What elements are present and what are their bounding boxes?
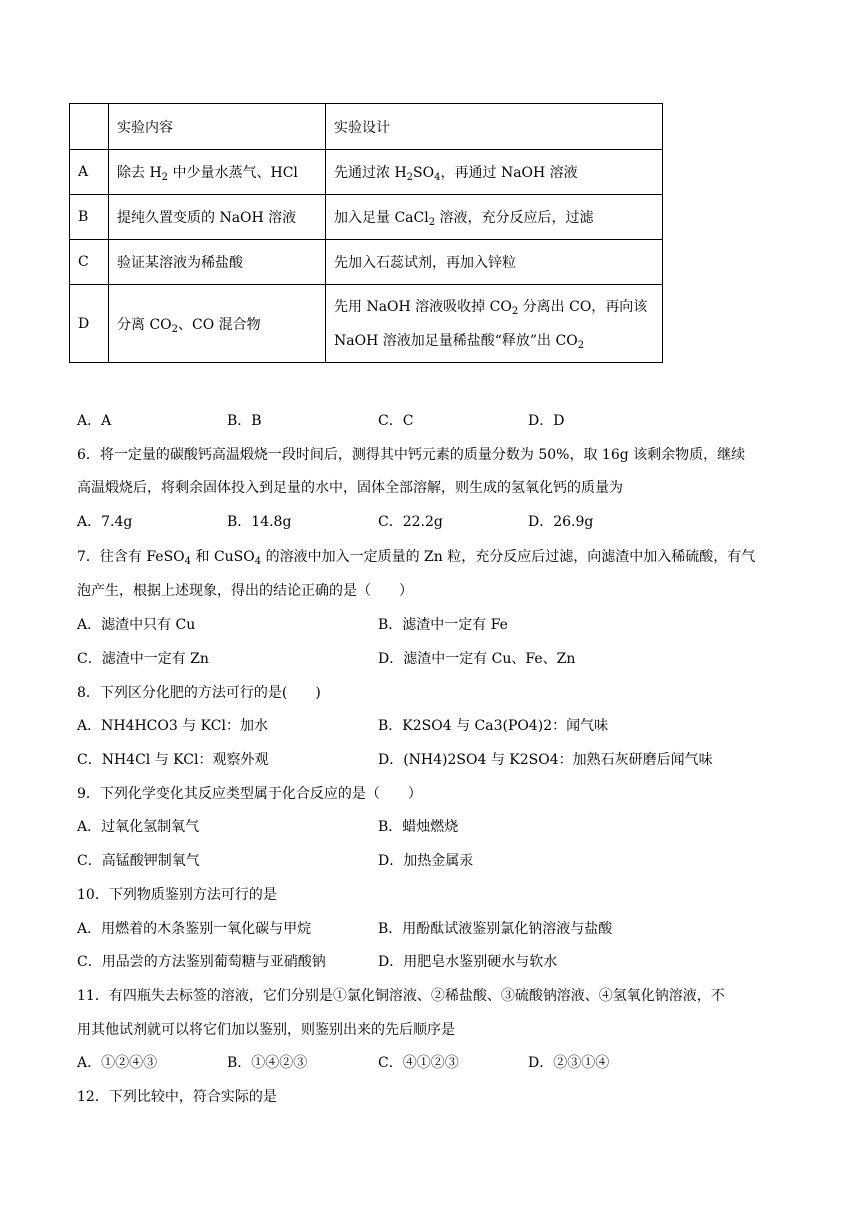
q5-option-d: D．D bbox=[528, 413, 565, 429]
q9-option-b: B．蜡烛燃烧 bbox=[378, 819, 459, 835]
table-row bbox=[70, 240, 663, 285]
q7-option-c: C．滤渣中一定有 Zn bbox=[77, 651, 209, 667]
q8-option-b: B．K2SO4 与 Ca3(PO4)2：闻气味 bbox=[378, 718, 609, 734]
table-row bbox=[70, 150, 663, 195]
q7-option-d: D．滤渣中一定有 Cu、Fe、Zn bbox=[378, 651, 576, 667]
q10-stem: 10．下列物质鉴别方法可行的是 bbox=[77, 887, 277, 903]
q7-option-b: B．滤渣中一定有 Fe bbox=[378, 617, 508, 633]
row-design: 加入足量 CaCl$_2$ 溶液，充分反应后，过滤 bbox=[326, 195, 663, 240]
q10-option-c: C．用品尝的方法鉴别葡萄糖与亚硝酸钠 bbox=[77, 954, 326, 970]
q7-stem-line1: 7．往含有 FeSO$_4$ 和 CuSO$_4$ 的溶液中加入一定质量的 Zn 粒，充分反应后过滤，向滤渣中加入稀硫酸，有气 bbox=[77, 549, 756, 567]
q11-option-b: B．①④②③ bbox=[227, 1055, 308, 1071]
q8-option-a: A．NH4HCO3 与 KCl：加水 bbox=[77, 718, 268, 734]
q5-option-a: A．A bbox=[77, 413, 112, 429]
row-label: D bbox=[70, 285, 109, 363]
q11-option-c: C．④①②③ bbox=[378, 1055, 459, 1071]
q11-stem-line1: 11．有四瓶失去标签的溶液，它们分别是①氯化铜溶液、②稀盐酸、③硫酸钠溶液、④氢氧化钠溶液，不 bbox=[77, 988, 725, 1004]
q6-option-c: C．22.2g bbox=[378, 514, 443, 530]
q7-stem-line2: 泡产生，根据上述现象，得出的结论正确的是（ ） bbox=[77, 583, 413, 599]
row-content: 验证某溶液为稀盐酸 bbox=[109, 240, 326, 285]
q11-stem-line2: 用其他试剂就可以将它们加以鉴别，则鉴别出来的先后顺序是 bbox=[77, 1022, 455, 1038]
table-header-cell bbox=[70, 104, 109, 150]
q5-option-c: C．C bbox=[378, 413, 414, 429]
table-header-cell: 实验内容 bbox=[109, 104, 326, 150]
row-design: 先用 NaOH 溶液吸收掉 $CO_2$ 分离出 CO，再向该 NaOH 溶液加足量稀盐酸“释放”出 $CO_2$ bbox=[326, 285, 663, 363]
q9-option-a: A．过氧化氢制氧气 bbox=[77, 819, 200, 835]
q7-option-a: A．滤渣中只有 Cu bbox=[77, 617, 196, 633]
row-content: 分离 $CO_2$、CO 混合物 bbox=[109, 285, 326, 363]
q6-stem-line2: 高温煅烧后，将剩余固体投入到足量的水中，固体全部溶解，则生成的氢氧化钙的质量为 bbox=[77, 480, 623, 496]
q10-option-d: D．用肥皂水鉴别硬水与软水 bbox=[378, 954, 558, 970]
q10-option-b: B．用酚酞试液鉴别氯化钠溶液与盐酸 bbox=[378, 921, 613, 937]
row-label: C bbox=[70, 240, 109, 285]
row-content: 除去 $H_2$ 中少量水蒸气、HCl bbox=[109, 150, 326, 195]
row-design: 先加入石蕊试剂，再加入锌粒 bbox=[326, 240, 663, 285]
table-row bbox=[70, 195, 663, 240]
q10-option-a: A．用燃着的木条鉴别一氧化碳与甲烷 bbox=[77, 921, 312, 937]
q9-option-c: C．高锰酸钾制氧气 bbox=[77, 853, 200, 869]
q6-option-d: D．26.9g bbox=[528, 514, 594, 530]
row-design: 先通过浓 $H_2SO_4$，再通过 NaOH 溶液 bbox=[326, 150, 663, 195]
q9-option-d: D．加热金属汞 bbox=[378, 853, 474, 869]
q12-stem: 12．下列比较中，符合实际的是 bbox=[77, 1089, 277, 1105]
q6-option-b: B．14.8g bbox=[227, 514, 292, 530]
q8-stem: 8．下列区分化肥的方法可行的是( ) bbox=[77, 685, 321, 701]
q6-option-a: A．7.4g bbox=[77, 514, 133, 530]
q5-option-b: B．B bbox=[227, 413, 262, 429]
table-row bbox=[70, 285, 663, 363]
q11-option-d: D．②③①④ bbox=[528, 1055, 610, 1071]
q9-stem: 9．下列化学变化其反应类型属于化合反应的是（ ） bbox=[77, 786, 422, 802]
experiment-table bbox=[69, 103, 663, 363]
table-header-cell: 实验设计 bbox=[326, 104, 663, 150]
q11-option-a: A．①②④③ bbox=[77, 1055, 158, 1071]
q8-option-c: C．NH4Cl 与 KCl：观察外观 bbox=[77, 752, 269, 768]
row-label: B bbox=[70, 195, 109, 240]
table-header-row bbox=[70, 104, 663, 150]
q8-option-d: D．(NH4)2SO4 与 K2SO4：加熟石灰研磨后闻气味 bbox=[378, 752, 713, 768]
row-content: 提纯久置变质的 NaOH 溶液 bbox=[109, 195, 326, 240]
row-label: A bbox=[70, 150, 109, 195]
q6-stem-line1: 6．将一定量的碳酸钙高温煅烧一段时间后，测得其中钙元素的质量分数为 50%，取 16g 该剩余物质，继续 bbox=[77, 447, 746, 463]
